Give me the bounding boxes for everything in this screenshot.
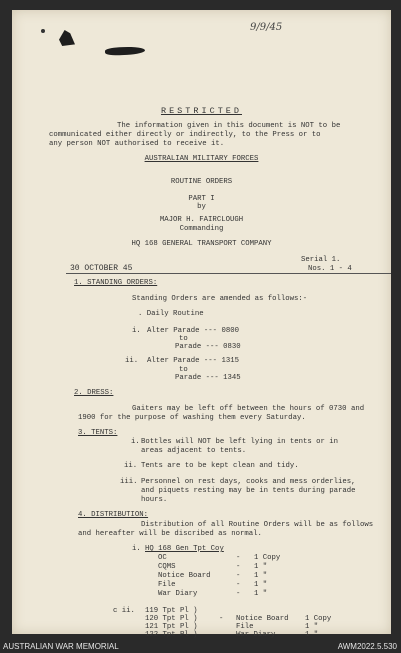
section-text: Distribution of all Routine Orders will be as follows xyxy=(141,521,374,529)
dist-name: War Diary xyxy=(236,631,276,639)
platoon: 119 Tpt Pl ) xyxy=(145,607,198,615)
dist-name: OC xyxy=(158,554,167,562)
dist-qty: 1 " xyxy=(305,631,319,639)
section-text: Standing Orders are amended as follows:- xyxy=(132,295,308,303)
dist-dash: - xyxy=(236,581,241,589)
officer-name: MAJOR H. FAIRCLOUGH xyxy=(159,216,244,224)
section-heading: 3. TENTS: xyxy=(78,429,118,437)
dist-name: War Diary xyxy=(158,590,198,598)
dist-dash: - xyxy=(236,554,241,562)
distribution-unit: HQ 168 Gen Tpt Coy xyxy=(145,545,224,553)
section-text: to xyxy=(179,335,188,343)
warning-line: any person NOT authorised to receive it. xyxy=(49,140,225,148)
platoon: 120 Tpt Pl ) xyxy=(145,615,198,623)
unit-name: HQ 168 GENERAL TRANSPORT COMPANY xyxy=(131,240,272,248)
dist-name: File xyxy=(158,581,176,589)
dist-qty: 1 " xyxy=(254,563,268,571)
restricted-heading: RESTRICTED xyxy=(160,106,242,116)
section-text: Alter Parade --- 1315 xyxy=(147,357,239,365)
section-text: Alter Parade --- 0800 xyxy=(147,327,239,335)
section-heading: 1. STANDING ORDERS: xyxy=(74,279,158,287)
platoon: 122 Tpt Pl ) xyxy=(145,631,198,639)
section-heading: 2. DRESS: xyxy=(74,389,114,397)
section-text: . Daily Routine xyxy=(138,310,204,318)
item-label: ii. xyxy=(125,357,139,365)
dist-dash: - xyxy=(236,590,241,598)
divider-line xyxy=(66,273,391,274)
section-text: areas adjacent to tents. xyxy=(141,447,247,455)
item-label: i. xyxy=(132,327,141,335)
section-text: hours. xyxy=(141,496,168,504)
document-page xyxy=(12,10,391,639)
order-date: 30 OCTOBER 45 xyxy=(70,264,133,273)
section-text: Personnel on rest days, cooks and mess orderlies, xyxy=(141,478,356,486)
dist-dash: - xyxy=(219,615,224,623)
dist-qty: 1 " xyxy=(305,623,319,631)
dist-qty: 1 Copy xyxy=(254,554,281,562)
item-label: iii. xyxy=(120,478,138,486)
document-title: ROUTINE ORDERS xyxy=(170,178,233,186)
dist-qty: 1 Copy xyxy=(305,615,332,623)
section-heading: 4. DISTRIBUTION: xyxy=(78,511,149,519)
item-label: c ii. xyxy=(113,607,135,615)
dist-qty: 1 " xyxy=(254,572,268,580)
by-label: by xyxy=(197,203,206,211)
dist-name: Notice Board xyxy=(236,615,289,623)
ink-blot xyxy=(105,46,145,56)
handwritten-date: 9/9/45 xyxy=(250,22,283,33)
dist-qty: 1 " xyxy=(254,590,268,598)
dist-dash: - xyxy=(236,563,241,571)
order-numbers: Nos. 1 - 4 xyxy=(308,265,352,273)
platoon: 121 Tpt Pl ) xyxy=(145,623,198,631)
archive-name: AUSTRALIAN WAR MEMORIAL xyxy=(3,642,119,651)
part-label: PART I xyxy=(188,195,215,203)
serial-number: Serial 1. xyxy=(301,256,341,264)
section-text: to xyxy=(179,366,188,374)
ink-blot xyxy=(59,30,75,46)
section-text: Parade --- 0830 xyxy=(175,343,241,351)
section-text: Bottles will NOT be left lying in tents or in xyxy=(141,438,339,446)
archive-footer xyxy=(0,641,401,653)
section-text: Gaiters may be left off between the hours of 0730 and xyxy=(132,405,365,413)
dist-name: File xyxy=(236,623,254,631)
item-label: ii. xyxy=(124,462,138,470)
item-label: i. xyxy=(131,438,140,446)
ink-dot xyxy=(41,29,45,33)
officer-role: Commanding xyxy=(179,225,224,233)
section-text: Parade --- 1345 xyxy=(175,374,241,382)
dist-dash: - xyxy=(236,572,241,580)
dist-name: Notice Board xyxy=(158,572,211,580)
force-name: AUSTRALIAN MILITARY FORCES xyxy=(144,155,259,163)
section-text: 1900 for the purpose of washing them every Saturday. xyxy=(78,414,306,422)
section-text: and piquets resting may be in tents during parade xyxy=(141,487,356,495)
warning-line: The information given in this document is NOT to be xyxy=(117,122,341,130)
section-text: Tents are to be kept clean and tidy. xyxy=(141,462,299,470)
item-label: i. xyxy=(132,545,141,553)
accession-number: AWM2022.5.530 xyxy=(337,642,397,651)
section-text: and hereafter will be discribed as normal. xyxy=(78,530,262,538)
warning-line: communicated either directly or indirectly, to the Press or to xyxy=(49,131,321,139)
dist-qty: 1 " xyxy=(254,581,268,589)
dist-name: CQMS xyxy=(158,563,176,571)
